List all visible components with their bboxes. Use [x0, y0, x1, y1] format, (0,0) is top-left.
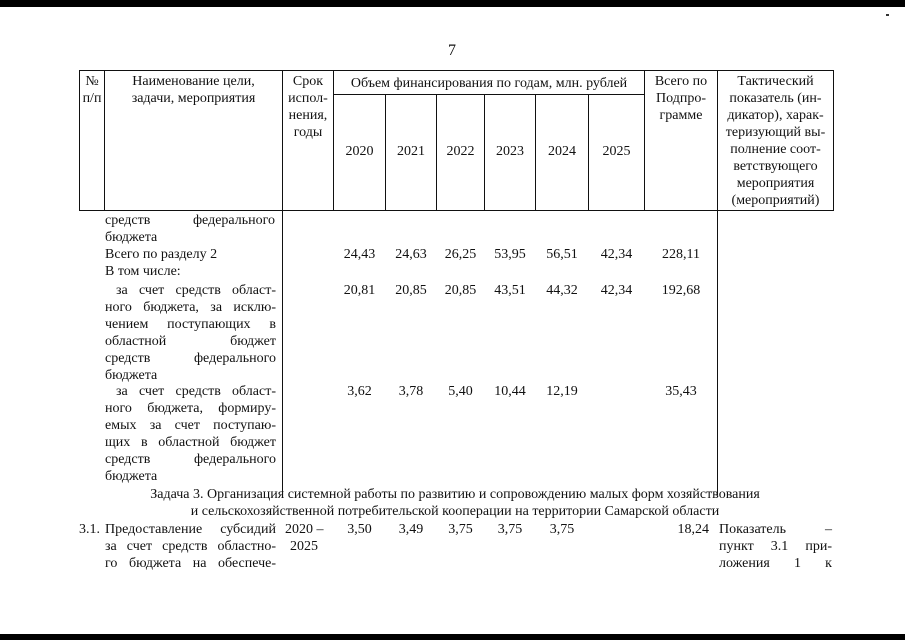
task3-line1: Задача 3. Организация системной работы по развитию и сопровождению малых форм хозяйствования — [150, 487, 760, 502]
row-3-1-term-line1: 2020 – — [285, 522, 324, 537]
header-indicator-line8: (мероприятий) — [731, 193, 820, 208]
row-3-1-sum: 18,24 — [677, 522, 709, 537]
row-regional-2023: 43,51 — [494, 283, 526, 298]
row-3-1-line2: за счет средств областно- — [105, 539, 276, 554]
page-number: 7 — [448, 42, 456, 59]
header-year-2023: 2023 — [496, 144, 524, 159]
header-num-line2: п/п — [82, 91, 102, 106]
row-3-1-num: 3.1. — [79, 522, 100, 537]
header-total-line3: грамме — [659, 108, 703, 123]
row-regional-2022: 20,85 — [444, 283, 477, 298]
row-3-1-line3: го бюджета на обеспече- — [105, 556, 276, 571]
header-year-2024: 2024 — [548, 144, 576, 159]
header-term-line2: испол- — [288, 91, 328, 106]
row-3-1-2023: 3,75 — [497, 522, 523, 537]
row-regional-line1: за счет средств област- — [116, 283, 276, 298]
row-regional-line2: ного бюджета, за исклю- — [105, 300, 276, 315]
row-3-1-indicator-line2: пункт 3.1 при- — [719, 539, 832, 554]
row-federal-2022: 5,40 — [448, 384, 473, 399]
header-year-2025: 2025 — [602, 144, 631, 159]
section-total-2024: 56,51 — [546, 247, 578, 262]
row-federal-2021: 3,78 — [398, 384, 424, 399]
header-name-line2: задачи, мероприятия — [131, 91, 256, 106]
header-indicator-line6: ветствующего — [733, 159, 818, 174]
row-regional-2020: 20,81 — [343, 283, 376, 298]
header-total-line2: Подпро- — [656, 91, 706, 106]
row-federal-line4: щих в областной бюджет — [105, 435, 276, 450]
section-total-2023: 53,95 — [494, 247, 526, 262]
row-regional-2021: 20,85 — [395, 283, 427, 298]
header-indicator-line1: Тактический — [737, 74, 814, 89]
row-federal-line3: емых за счет поступаю- — [105, 418, 276, 433]
row-3-1-2024: 3,75 — [549, 522, 575, 537]
header-year-2020: 2020 — [345, 144, 374, 159]
scan-top-border — [0, 0, 905, 7]
row-federal-2023: 10,44 — [494, 384, 526, 399]
row-federal-sum: 35,43 — [665, 384, 697, 399]
row-3-1-indicator-line1: Показатель – — [719, 522, 832, 537]
section-total-2025: 42,34 — [600, 247, 633, 262]
row-3-1-2022: 3,75 — [448, 522, 473, 537]
header-indicator-line3: дикатор), харак- — [727, 108, 824, 123]
section-total-2021: 24,63 — [395, 247, 427, 262]
header-year-2022: 2022 — [446, 144, 475, 159]
row-3-1-2020: 3,50 — [347, 522, 372, 537]
continuation-line2: бюджета — [105, 230, 158, 245]
including-label: В том числе: — [105, 264, 181, 279]
header-indicator-line4: теризующий вы- — [725, 125, 826, 140]
row-regional-line6: бюджета — [105, 368, 158, 383]
row-federal-line1: за счет средств област- — [116, 384, 276, 399]
task3-line2: и сельскохозяйственной потребительской кооперации на территории Самарской области — [190, 504, 720, 519]
row-regional-line5: средств федерального — [105, 351, 276, 366]
row-3-1-term-line2: 2025 — [290, 539, 318, 554]
scan-speck — [886, 14, 889, 16]
header-indicator-line5: полнение соот- — [730, 142, 821, 157]
section-total-2020: 24,43 — [343, 247, 376, 262]
header-term-line3: нения, — [288, 108, 328, 123]
row-3-1-indicator-line3: ложения 1 к — [719, 556, 832, 571]
continuation-line1: средств федерального — [105, 213, 275, 228]
header-total-line1: Всего по — [654, 74, 708, 89]
header-indicator-line7: мероприятия — [736, 176, 815, 191]
row-regional-2025: 42,34 — [600, 283, 633, 298]
section-total-2022: 26,25 — [444, 247, 477, 262]
row-federal-line5: средств федерального — [105, 452, 276, 467]
row-3-1-line1: Предоставление субсидий — [105, 522, 276, 537]
header-term-line4: годы — [293, 125, 323, 140]
row-federal-2024: 12,19 — [546, 384, 578, 399]
row-federal-line2: ного бюджета, формиру- — [105, 401, 276, 416]
section-total-label: Всего по разделу 2 — [105, 247, 218, 262]
header-name-line1: Наименование цели, — [132, 74, 255, 89]
section-total-sum: 228,11 — [662, 247, 700, 262]
header-term-line1: Срок — [292, 74, 324, 89]
row-regional-2024: 44,32 — [546, 283, 578, 298]
row-regional-line4: областной бюджет — [105, 334, 276, 349]
row-federal-line6: бюджета — [105, 469, 158, 484]
header-funding: Объем финансирования по годам, млн. рублей — [350, 76, 628, 91]
header-year-2021: 2021 — [397, 144, 425, 159]
row-federal-2020: 3,62 — [347, 384, 372, 399]
header-indicator-line2: показатель (ин- — [729, 91, 822, 106]
header-num-line1: № — [85, 74, 99, 89]
row-regional-sum: 192,68 — [661, 283, 701, 298]
row-regional-line3: чением поступающих в — [105, 317, 276, 332]
scan-bottom-border — [0, 634, 905, 640]
row-3-1-2021: 3,49 — [398, 522, 424, 537]
